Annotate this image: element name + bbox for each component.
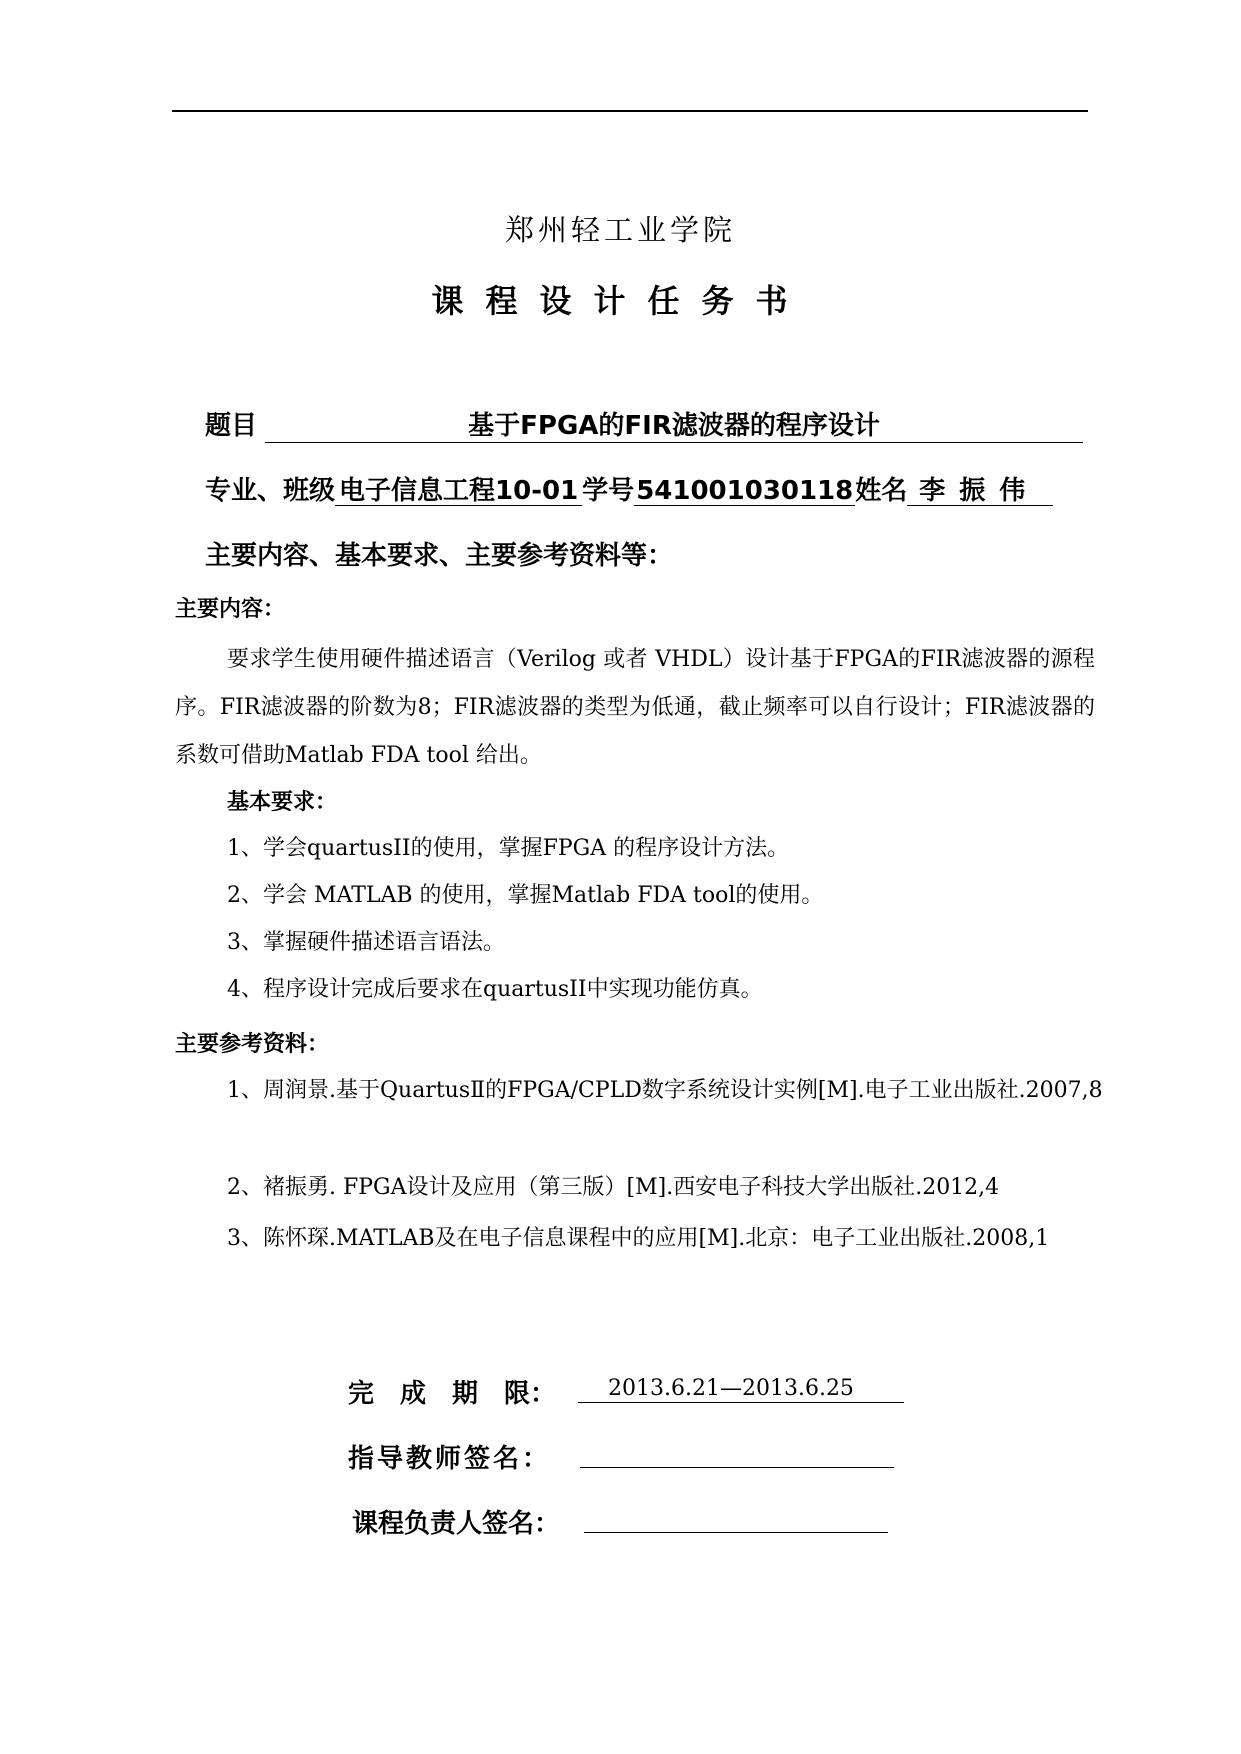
requirement-item: 2、学会 MATLAB 的使用，掌握Matlab FDA tool的使用。 bbox=[227, 883, 824, 908]
topic-label: 题目 bbox=[205, 411, 258, 441]
course-owner-signature-label: 课程负责人签名： bbox=[352, 1509, 561, 1539]
student-name-value: 李振伟 bbox=[907, 478, 1053, 506]
requirements-heading: 基本要求： bbox=[227, 790, 338, 815]
content-heading: 主要内容： bbox=[175, 597, 286, 622]
student-id-value: 541001030118 bbox=[636, 476, 854, 506]
advisor-signature-field[interactable] bbox=[580, 1440, 894, 1468]
section-heading: 主要内容、基本要求、主要参考资料等： bbox=[205, 541, 674, 571]
topic-row bbox=[205, 405, 1085, 443]
header-rule bbox=[172, 110, 1088, 112]
student-info-row bbox=[205, 470, 1053, 507]
content-paragraph: 要求学生使用硬件描述语言（Verilog 或者 VHDL）设计基于FPGA的FIR滤波器的源程序。FIR滤波器的阶数为8；FIR滤波器的类型为低通，截止频率可以自行设计；FIR滤波器的系数可借助Matlab FDA tool 给出。 bbox=[175, 647, 1095, 768]
document-title: 课程设计任务书 bbox=[431, 282, 810, 320]
student-name-label: 姓名 bbox=[855, 476, 908, 506]
student-id-label: 学号 bbox=[582, 476, 635, 506]
requirement-item: 4、程序设计完成后要求在quartusII中实现功能仿真。 bbox=[227, 977, 763, 1002]
references-heading: 主要参考资料： bbox=[175, 1032, 330, 1057]
reference-item: 2、褚振勇. FPGA设计及应用（第三版）[M].西安电子科技大学出版社.2012,4 bbox=[227, 1175, 1000, 1200]
advisor-signature-label: 指导教师签名： bbox=[348, 1444, 552, 1474]
requirement-item: 3、掌握硬件描述语言语法。 bbox=[227, 930, 505, 955]
school-name: 郑州轻工业学院 bbox=[504, 213, 736, 247]
course-owner-signature-field[interactable] bbox=[584, 1505, 888, 1533]
deadline-label: 完 成 期 限： bbox=[348, 1379, 557, 1409]
major-label: 专业、班级 bbox=[205, 476, 336, 506]
major-value: 电子信息工程10-01 bbox=[335, 478, 582, 506]
topic-value: 基于FPGA的FIR滤波器的程序设计 bbox=[265, 405, 1083, 443]
reference-item: 1、周润景.基于QuartusⅡ的FPGA/CPLD数字系统设计实例[M].电子工业出版社.2007,8 bbox=[227, 1078, 1103, 1103]
requirement-item: 1、学会quartusII的使用，掌握FPGA 的程序设计方法。 bbox=[227, 836, 790, 861]
reference-item: 3、陈怀琛.MATLAB及在电子信息课程中的应用[M].北京：电子工业出版社.2008,1 bbox=[227, 1226, 1050, 1251]
deadline-value: 2013.6.21—2013.6.25 bbox=[578, 1375, 904, 1403]
